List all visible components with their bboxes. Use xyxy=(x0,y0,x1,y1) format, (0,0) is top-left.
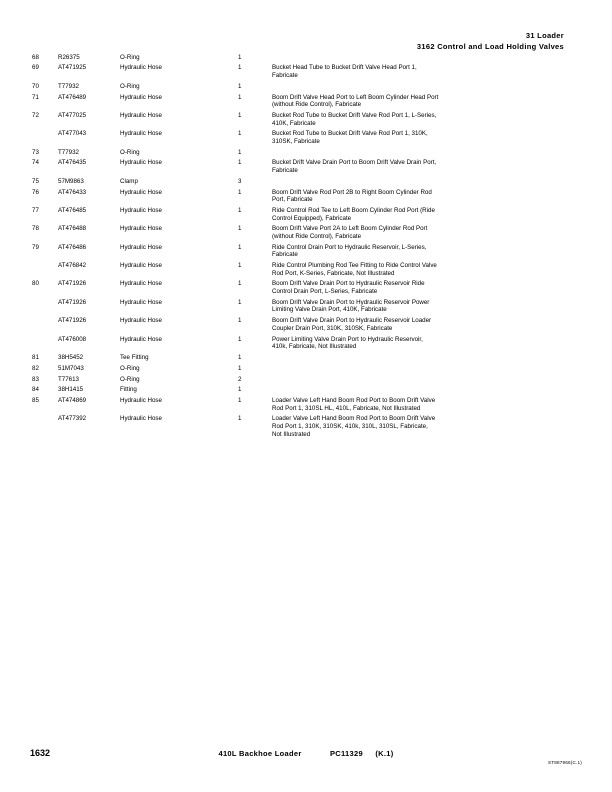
cell-qty: 1 xyxy=(238,415,242,423)
cell-qty: 1 xyxy=(238,280,242,288)
cell-part-number: AT477025 xyxy=(58,111,87,119)
table-row xyxy=(30,205,582,223)
cell-qty: 1 xyxy=(238,298,242,306)
cell-description: Hydraulic Hose xyxy=(120,335,162,343)
cell-part-number: AT477392 xyxy=(58,415,87,423)
parts-table xyxy=(30,52,582,440)
table-row xyxy=(30,279,582,297)
cell-item: 84 xyxy=(32,386,39,394)
cell-part-number: T77613 xyxy=(58,375,79,383)
cell-remarks: Ride Control Drain Port to Hydraulic Reservoir, L-Series, Fabricate xyxy=(272,243,427,259)
footer-revision: (K.1) xyxy=(375,749,394,758)
cell-remarks xyxy=(270,147,582,158)
cell-qty: 1 xyxy=(238,206,242,214)
cell-item xyxy=(30,129,56,147)
cell-qty: 1 xyxy=(238,159,242,167)
cell-remarks: Loader Valve Left Hand Boom Rod Port to Boom Drift Valve Rod Port 1, 310K, 310SK, 410k, 310L, 310SL, Fabricate, Not Illustrated xyxy=(272,415,436,438)
table-row xyxy=(30,147,582,158)
cell-qty: 1 xyxy=(238,188,242,196)
cell-qty: 1 xyxy=(238,111,242,119)
table-row xyxy=(30,158,582,176)
cell-part-number: 51M7043 xyxy=(58,364,84,372)
cell-item: 83 xyxy=(32,375,39,383)
cell-part-number: AT477043 xyxy=(58,130,87,138)
page-footer xyxy=(0,738,612,768)
footer-publication: PC11329 xyxy=(329,749,363,758)
cell-item xyxy=(30,414,56,440)
table-row xyxy=(30,261,582,279)
cell-remarks xyxy=(270,385,582,396)
cell-part-number: AT476435 xyxy=(58,159,87,167)
table-row xyxy=(30,81,582,92)
cell-qty: 1 xyxy=(238,262,242,270)
cell-description: Tee Fitting xyxy=(120,353,149,361)
cell-qty: 1 xyxy=(238,386,242,394)
cell-qty: 1 xyxy=(238,82,242,90)
cell-qty: 1 xyxy=(238,148,242,156)
cell-item: 75 xyxy=(32,177,39,185)
cell-item: 80 xyxy=(32,280,39,288)
cell-description: O-Ring xyxy=(120,375,140,383)
cell-qty: 1 xyxy=(238,93,242,101)
table-row xyxy=(30,242,582,260)
table-row xyxy=(30,396,582,414)
cell-remarks xyxy=(270,81,582,92)
cell-description: Hydraulic Hose xyxy=(120,111,162,119)
cell-description: Hydraulic Hose xyxy=(120,298,162,306)
table-row xyxy=(30,297,582,315)
cell-description: Hydraulic Hose xyxy=(120,225,162,233)
cell-remarks: Ride Control Plumbing Rod Tee Fitting to Ride Control Valve Rod Port, K-Series, Fabricate, Not Illustrated xyxy=(272,262,437,277)
cell-remarks xyxy=(270,176,582,187)
cell-qty: 1 xyxy=(238,53,242,61)
cell-part-number: AT471926 xyxy=(58,317,87,325)
cell-description: Clamp xyxy=(120,177,138,185)
cell-part-number: T77932 xyxy=(58,148,79,156)
cell-description: O-Ring xyxy=(120,364,140,372)
cell-item: 85 xyxy=(32,397,39,405)
cell-item: 72 xyxy=(32,111,39,119)
cell-qty: 1 xyxy=(238,243,242,251)
cell-remarks xyxy=(270,352,582,363)
cell-part-number: AT476486 xyxy=(58,243,87,251)
cell-qty: 1 xyxy=(238,130,242,138)
cell-item: 74 xyxy=(32,159,39,167)
cell-part-number: AT476433 xyxy=(58,188,87,196)
cell-description: O-Ring xyxy=(120,82,140,90)
cell-remarks: Boom Drift Valve Drain Port to Hydraulic Reservoir Power Limiting Valve Drain Port, 410K, Fabricate xyxy=(272,298,430,314)
cell-description: O-Ring xyxy=(120,53,140,61)
table-row xyxy=(30,129,582,147)
cell-item: 70 xyxy=(32,82,39,90)
cell-remarks: Bucket Rod Tube to Bucket Drift Valve Rod Port 1, 310K, 310SK, Fabricate xyxy=(272,130,428,145)
cell-part-number: AT476842 xyxy=(58,262,87,270)
cell-part-number: AT476485 xyxy=(58,206,87,214)
cell-qty: 1 xyxy=(238,364,242,372)
footer-center xyxy=(0,749,612,758)
cell-part-number: T77932 xyxy=(58,82,79,90)
cell-description: Hydraulic Hose xyxy=(120,188,162,196)
cell-qty: 1 xyxy=(238,335,242,343)
cell-remarks xyxy=(270,363,582,374)
cell-item: 82 xyxy=(32,364,39,372)
table-row xyxy=(30,110,582,128)
table-row xyxy=(30,52,582,63)
cell-remarks: Boom Drift Valve Drain Port to Hydraulic Reservoir Ride Control Drain Port, L-Series, Fabricate xyxy=(272,280,425,296)
cell-remarks: Boom Drift Valve Drain Port to Hydraulic Reservoir Loader Coupler Drain Port, 310K, 310SK, Fabricate xyxy=(272,317,432,332)
cell-item: 81 xyxy=(32,353,39,361)
cell-part-number: AT476489 xyxy=(58,93,87,101)
parts-table-container xyxy=(30,52,582,440)
cell-part-number: 38H5452 xyxy=(58,353,84,361)
cell-item: 71 xyxy=(32,93,39,101)
cell-item: 77 xyxy=(32,206,39,214)
table-row xyxy=(30,363,582,374)
cell-qty: 1 xyxy=(238,225,242,233)
table-row xyxy=(30,176,582,187)
cell-item xyxy=(30,261,56,279)
cell-item: 78 xyxy=(32,225,39,233)
cell-qty: 1 xyxy=(238,317,242,325)
table-row xyxy=(30,224,582,242)
cell-item: 73 xyxy=(32,148,39,156)
table-row xyxy=(30,385,582,396)
cell-description: Hydraulic Hose xyxy=(120,262,162,270)
cell-remarks: Boom Drift Valve Head Port to Left Boom Cylinder Head Port (without Ride Control), Fabricate xyxy=(272,93,439,109)
page-header xyxy=(417,30,564,52)
cell-part-number: AT476008 xyxy=(58,335,87,343)
cell-remarks: Boom Drift Valve Port 2A to Left Boom Cylinder Rod Port (without Ride Control), Fabricate xyxy=(272,225,428,240)
cell-remarks: Boom Drift Valve Rod Port 2B to Right Boom Cylinder Rod Port, Fabricate xyxy=(272,188,432,204)
table-row xyxy=(30,374,582,385)
table-row xyxy=(30,63,582,81)
cell-part-number: AT471926 xyxy=(58,280,87,288)
cell-item xyxy=(30,297,56,315)
cell-part-number: 57M9863 xyxy=(58,177,84,185)
footer-model: 410L Backhoe Loader xyxy=(218,749,302,758)
cell-part-number: AT474869 xyxy=(58,397,87,405)
cell-description: Hydraulic Hose xyxy=(120,93,162,101)
header-subsection: 3162 Control and Load Holding Valves xyxy=(416,42,564,51)
cell-remarks xyxy=(270,374,582,385)
cell-description: Hydraulic Hose xyxy=(120,64,162,72)
cell-remarks: Ride Control Rod Tee to Left Boom Cylinder Rod Port (Ride Control Equipped), Fabricate xyxy=(272,206,435,222)
table-row xyxy=(30,334,582,352)
footer-document-id: ST887966(C.1) xyxy=(547,760,582,765)
table-row xyxy=(30,352,582,363)
cell-description: Hydraulic Hose xyxy=(120,130,162,138)
cell-part-number: AT476488 xyxy=(58,225,87,233)
cell-part-number: R26375 xyxy=(58,53,80,61)
cell-description: Hydraulic Hose xyxy=(120,397,162,405)
cell-qty: 2 xyxy=(238,375,242,383)
cell-remarks: Power Limiting Valve Drain Port to Hydraulic Reservoir, 410k, Fabricate, Not Illustrated xyxy=(272,335,423,351)
cell-part-number: AT471926 xyxy=(58,298,87,306)
cell-remarks: Bucket Rod Tube to Bucket Drift Valve Rod Port 1, L-Series, 410K, Fabricate xyxy=(272,111,437,127)
cell-item: 69 xyxy=(32,64,39,72)
cell-description: Hydraulic Hose xyxy=(120,415,162,423)
cell-item: 76 xyxy=(32,188,39,196)
cell-description: Hydraulic Hose xyxy=(120,206,162,214)
table-row xyxy=(30,187,582,205)
cell-part-number: 38H1415 xyxy=(58,386,84,394)
cell-qty: 3 xyxy=(238,177,242,185)
cell-description: Hydraulic Hose xyxy=(120,243,162,251)
cell-remarks: Bucket Drift Valve Drain Port to Boom Drift Valve Drain Port, Fabricate xyxy=(272,159,437,175)
header-section: 31 Loader xyxy=(525,31,564,40)
cell-remarks xyxy=(270,52,582,63)
cell-description: Hydraulic Hose xyxy=(120,159,162,167)
table-row xyxy=(30,92,582,110)
table-row xyxy=(30,414,582,440)
cell-item xyxy=(30,334,56,352)
page-number: 1632 xyxy=(30,748,51,758)
cell-description: Hydraulic Hose xyxy=(120,317,162,325)
cell-description: Fitting xyxy=(120,386,137,394)
cell-remarks: Bucket Head Tube to Bucket Drift Valve Head Port 1, Fabricate xyxy=(272,64,417,79)
cell-item xyxy=(30,316,56,334)
cell-qty: 1 xyxy=(238,64,242,72)
cell-part-number: AT471925 xyxy=(58,64,87,72)
cell-description: O-Ring xyxy=(120,148,140,156)
cell-qty: 1 xyxy=(238,353,242,361)
table-row xyxy=(30,316,582,334)
cell-item: 68 xyxy=(32,53,39,61)
cell-qty: 1 xyxy=(238,397,242,405)
cell-description: Hydraulic Hose xyxy=(120,280,162,288)
cell-remarks: Loader Valve Left Hand Boom Rod Port to Boom Drift Valve Rod Port 1, 310SL HL, 410L, Fabricate, Not Illustrated xyxy=(272,397,436,412)
cell-item: 79 xyxy=(32,243,39,251)
